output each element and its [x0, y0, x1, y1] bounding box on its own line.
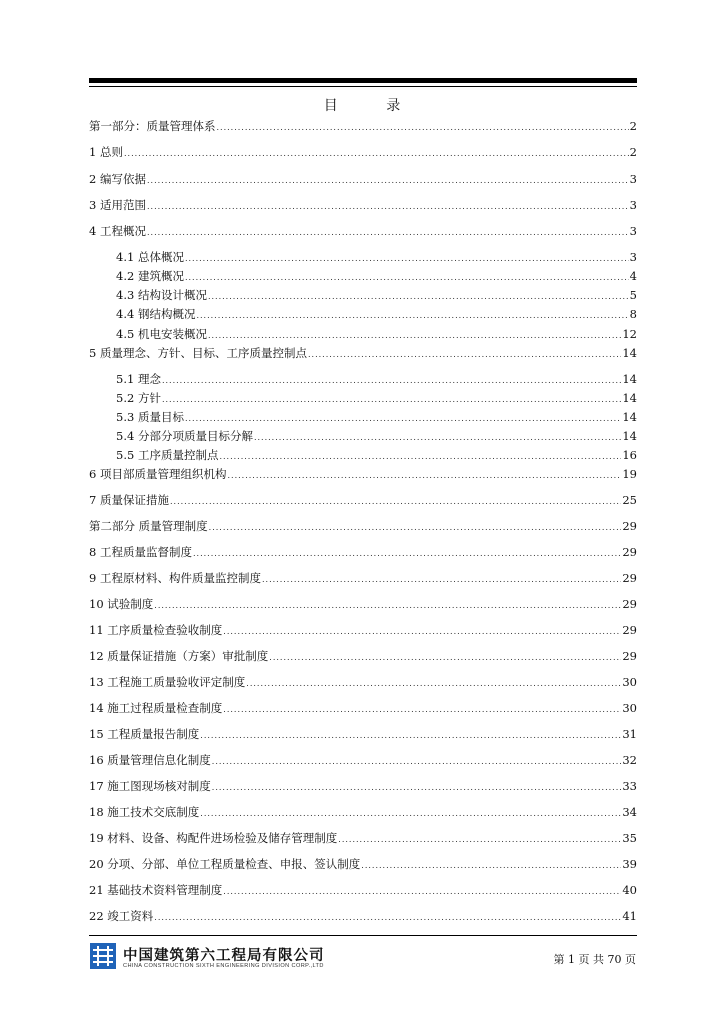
toc-entry-page: 16: [622, 448, 637, 462]
toc-leader-dots: [217, 123, 629, 132]
header-thick-rule: [89, 78, 637, 83]
toc-entry[interactable]: [89, 570, 637, 588]
toc-entry[interactable]: [89, 197, 637, 215]
toc-leader-dots: [200, 731, 621, 740]
toc-entry-page: 40: [622, 883, 637, 897]
toc-entry[interactable]: [116, 306, 637, 324]
toc-entry-label: 19 材料、设备、构配件进场检验及储存管理制度: [89, 831, 338, 845]
toc-entry-label: 5.3 质量目标: [116, 410, 184, 424]
toc-entry-label: 4.4 钢结构概况: [116, 307, 196, 321]
toc-entry-label: 5 质量理念、方针、目标、工序质量控制点: [89, 346, 307, 360]
toc-entry-label: 9 工程原材料、构件质量监控制度: [89, 571, 261, 585]
toc-entry-label: 21 基础技术资料管理制度: [89, 883, 223, 897]
toc-leader-dots: [269, 653, 621, 662]
toc-leader-dots: [196, 311, 628, 320]
toc-leader-dots: [162, 395, 621, 404]
toc-entry-page: 3: [629, 224, 637, 238]
toc-entry[interactable]: [89, 544, 637, 562]
toc-entry-page: 14: [622, 391, 637, 405]
toc-entry-label: 2 编写依据: [89, 172, 146, 186]
toc-entry[interactable]: [89, 596, 637, 614]
toc-entry[interactable]: [89, 674, 637, 692]
toc-entry[interactable]: [89, 700, 637, 718]
toc-entry-label: 4.2 建筑概况: [116, 269, 184, 283]
toc-entry-page: 14: [622, 372, 637, 386]
toc-entry-label: 22 竣工资料: [89, 909, 154, 923]
page-title: 目 录: [323, 98, 423, 114]
toc-entry-label: 5.2 方针: [116, 391, 161, 405]
toc-entry-page: 3: [629, 172, 637, 186]
toc-entry-label: 第一部分：质量管理体系: [89, 119, 216, 133]
toc-entry-page: 19: [622, 467, 637, 481]
toc-entry-page: 2: [629, 145, 637, 159]
toc-leader-dots: [227, 471, 621, 480]
toc-entry-label: 3 适用范围: [89, 198, 146, 212]
toc-entry-label: 20 分项、分部、单位工程质量检查、申报、签认制度: [89, 857, 361, 871]
toc-leader-dots: [147, 202, 629, 211]
toc-entry-page: 3: [629, 198, 637, 212]
toc-entry-page: 34: [622, 805, 637, 819]
toc-leader-dots: [147, 228, 629, 237]
header-thin-rule: [89, 86, 637, 87]
toc-leader-dots: [208, 292, 629, 301]
toc-entry-page: 4: [629, 269, 637, 283]
toc-leader-dots: [185, 273, 629, 282]
toc-entry[interactable]: [89, 908, 637, 926]
toc-entry-label: 第二部分 质量管理制度: [89, 519, 208, 533]
toc-entry-page: 29: [622, 545, 637, 559]
toc-entry[interactable]: [116, 287, 637, 305]
toc-entry-page: 39: [622, 857, 637, 871]
toc-entry-page: 14: [622, 429, 637, 443]
toc-entry-label: 13 工程施工质量验收评定制度: [89, 675, 246, 689]
toc-leader-dots: [147, 176, 629, 185]
toc-entry-page: 5: [629, 288, 637, 302]
toc-entry[interactable]: [89, 223, 637, 241]
page-number: 第 1 页 共 70 页: [553, 953, 636, 966]
toc-entry-label: 5.4 分部分项质量目标分解: [116, 429, 253, 443]
toc-leader-dots: [170, 497, 621, 506]
toc-leader-dots: [208, 331, 621, 340]
toc-entry-label: 1 总则: [89, 145, 123, 159]
toc-entry[interactable]: [89, 778, 637, 796]
toc-leader-dots: [223, 887, 621, 896]
toc-leader-dots: [154, 601, 621, 610]
toc-leader-dots: [185, 414, 621, 423]
toc-leader-dots: [219, 452, 621, 461]
toc-entry-label: 16 质量管理信息化制度: [89, 753, 211, 767]
toc-entry-page: 3: [629, 250, 637, 264]
toc-entry-page: 29: [622, 571, 637, 585]
toc-entry-label: 4.5 机电安装概况: [116, 327, 207, 341]
toc-entry-page: 35: [622, 831, 637, 845]
toc-entry[interactable]: [116, 249, 637, 267]
toc-entry-page: 41: [622, 909, 637, 923]
toc-leader-dots: [223, 627, 621, 636]
toc-entry-page: 25: [622, 493, 637, 507]
toc-entry-page: 29: [622, 623, 637, 637]
toc-entry-page: 2: [629, 119, 637, 133]
toc-entry[interactable]: [89, 466, 637, 484]
toc-entry[interactable]: [89, 171, 637, 189]
toc-entry-label: 6 项目部质量管理组织机构: [89, 467, 227, 481]
toc-leader-dots: [223, 705, 621, 714]
toc-entry-label: 8 工程质量监督制度: [89, 545, 192, 559]
toc-entry[interactable]: [89, 726, 637, 744]
toc-entry-label: 5.5 工序质量控制点: [116, 448, 219, 462]
toc-entry-page: 30: [622, 701, 637, 715]
toc-leader-dots: [308, 350, 621, 359]
toc-entry-label: 11 工序质量检查验收制度: [89, 623, 223, 637]
toc-entry-label: 4 工程概况: [89, 224, 146, 238]
toc-entry-page: 14: [622, 346, 637, 360]
toc-entry-page: 30: [622, 675, 637, 689]
toc-entry[interactable]: [89, 622, 637, 640]
toc-entry-label: 7 质量保证措施: [89, 493, 169, 507]
toc-entry[interactable]: [89, 144, 637, 162]
toc-entry[interactable]: [89, 118, 637, 136]
toc-entry-label: 17 施工图现场核对制度: [89, 779, 211, 793]
toc-entry-page: 29: [622, 649, 637, 663]
toc-entry-page: 31: [622, 727, 637, 741]
toc-entry[interactable]: [116, 371, 637, 389]
toc-entry-page: 12: [622, 327, 637, 341]
toc-entry[interactable]: [89, 752, 637, 770]
toc-leader-dots: [124, 149, 629, 158]
toc-entry-label: 4.1 总体概况: [116, 250, 184, 264]
toc-leader-dots: [246, 679, 621, 688]
toc-leader-dots: [212, 783, 622, 792]
toc-entry[interactable]: [116, 409, 637, 427]
toc-leader-dots: [361, 861, 621, 870]
toc-entry[interactable]: [89, 492, 637, 510]
toc-entry[interactable]: [89, 856, 637, 874]
cscec-logo-icon: [90, 943, 116, 969]
toc-entry-page: 8: [629, 307, 637, 321]
toc-entry-page: 33: [622, 779, 637, 793]
toc-leader-dots: [200, 809, 621, 818]
toc-leader-dots: [154, 913, 621, 922]
toc-entry-label: 15 工程质量报告制度: [89, 727, 200, 741]
toc-entry[interactable]: [89, 830, 637, 848]
toc-entry-page: 29: [622, 597, 637, 611]
company-name-chinese: 中国建筑第六工程局有限公司: [123, 948, 325, 964]
toc-entry-label: 18 施工技术交底制度: [89, 805, 200, 819]
toc-leader-dots: [338, 835, 621, 844]
toc-entry[interactable]: [116, 390, 637, 408]
toc-entry[interactable]: [116, 326, 637, 344]
toc-leader-dots: [185, 254, 629, 263]
footer-rule: [89, 935, 637, 936]
toc-leader-dots: [262, 575, 621, 584]
toc-leader-dots: [212, 757, 622, 766]
toc-entry-page: 29: [622, 519, 637, 533]
toc-entry[interactable]: [89, 648, 637, 666]
toc-entry[interactable]: [116, 447, 637, 465]
toc-entry[interactable]: [116, 428, 637, 446]
toc-leader-dots: [254, 433, 621, 442]
toc-entry[interactable]: [89, 882, 637, 900]
toc-entry-label: 14 施工过程质量检查制度: [89, 701, 223, 715]
toc-entry[interactable]: [89, 804, 637, 822]
toc-entry-label: 5.1 理念: [116, 372, 161, 386]
company-name-english: CHINA CONSTRUCTION SIXTH ENGINEERING DIVISION CORP.,LTD: [123, 963, 324, 969]
toc-entry-label: 12 质量保证措施（方案）审批制度: [89, 649, 269, 663]
toc-leader-dots: [209, 523, 622, 532]
toc-entry[interactable]: [89, 345, 637, 363]
toc-entry-page: 14: [622, 410, 637, 424]
toc-leader-dots: [162, 376, 621, 385]
toc-entry[interactable]: [89, 518, 637, 536]
toc-entry-page: 32: [622, 753, 637, 767]
toc-entry-label: 4.3 结构设计概况: [116, 288, 207, 302]
toc-leader-dots: [193, 549, 621, 558]
toc-entry[interactable]: [116, 268, 637, 286]
toc-entry-label: 10 试验制度: [89, 597, 154, 611]
